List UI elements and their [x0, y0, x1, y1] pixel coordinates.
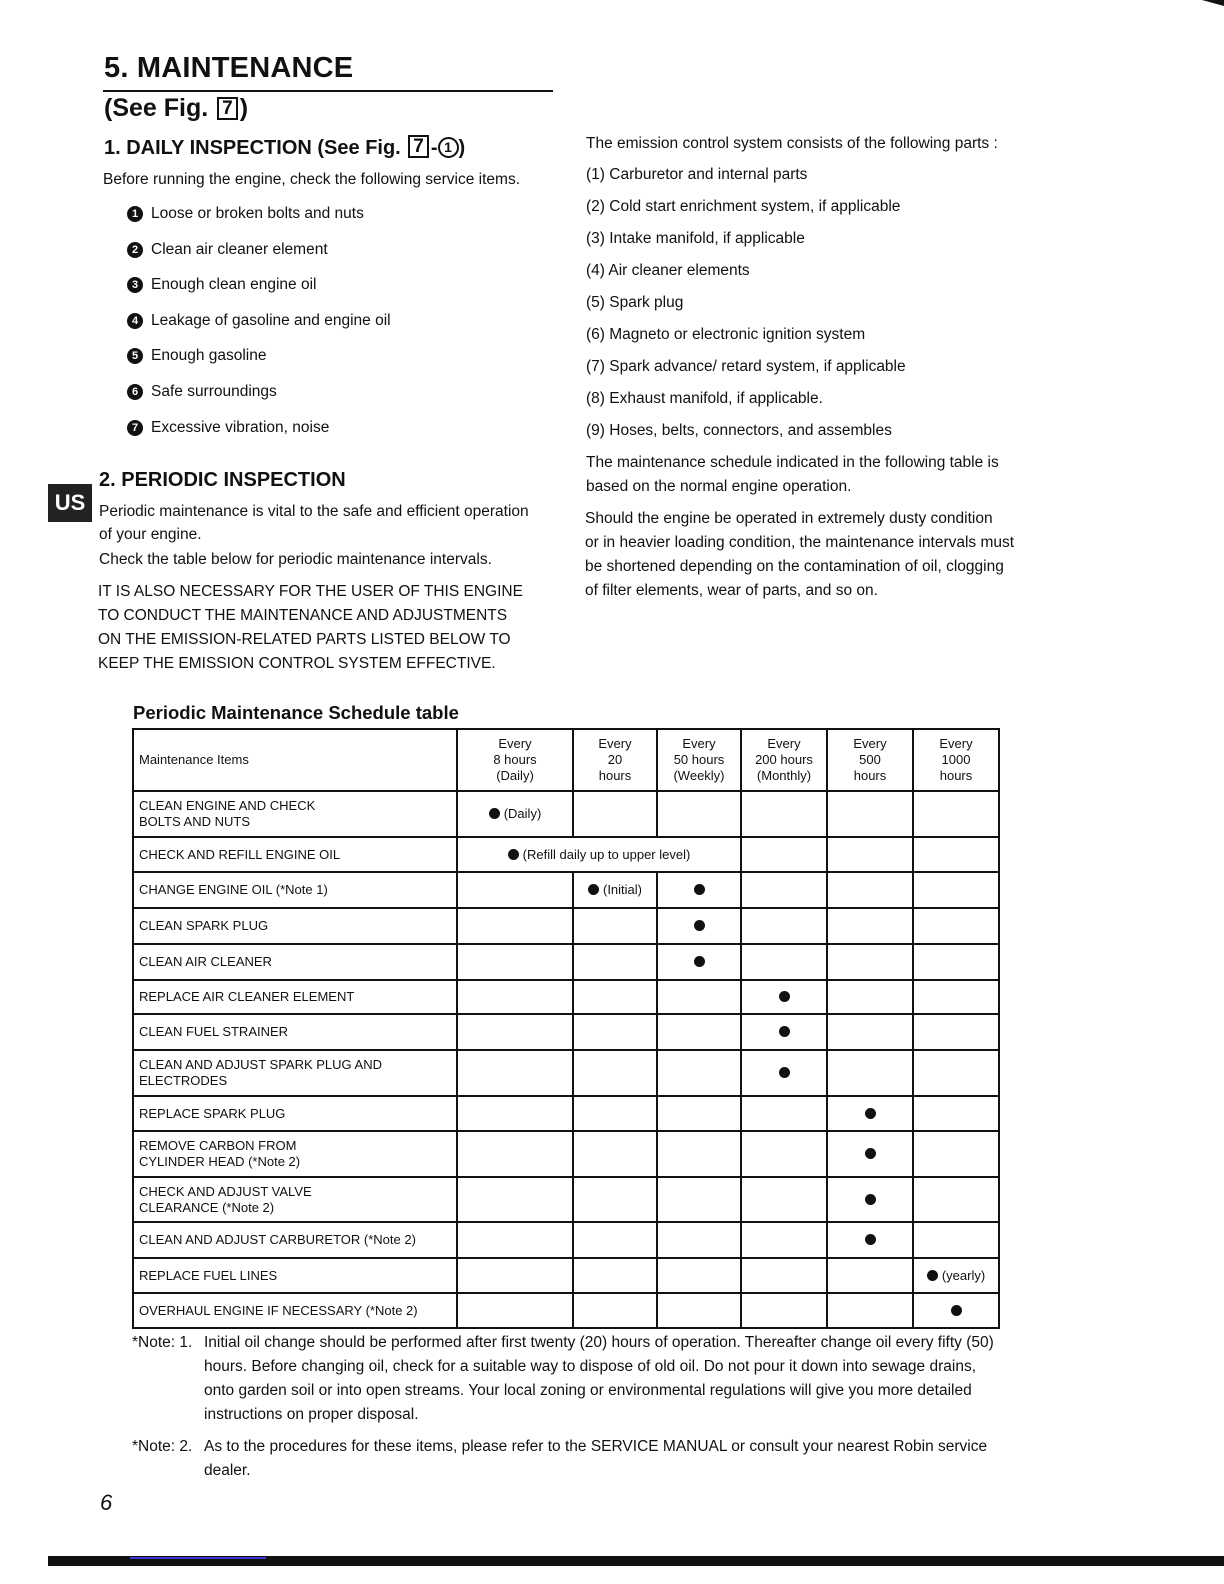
item-line: CLEAN AIR CLEANER [139, 954, 272, 969]
schedule-cell [913, 980, 999, 1014]
emission-requirement [98, 580, 523, 676]
schedule-cell [573, 908, 657, 944]
item-line: CLEAN FUEL STRAINER [139, 1024, 289, 1039]
schedule-cell [457, 791, 573, 837]
schedule-cell [657, 944, 741, 980]
footnote-2 [132, 1435, 1002, 1483]
schedule-cell [457, 1096, 573, 1131]
interval-column-header [913, 729, 999, 791]
schedule-dot-icon [865, 1194, 876, 1205]
schedule-dot-icon [489, 808, 500, 819]
footnote-1 [132, 1331, 1002, 1427]
daily-check-text: Loose or broken bolts and nuts [151, 205, 364, 222]
header-line: 200 hours [755, 752, 813, 767]
header-line: Every [853, 736, 887, 751]
schedule-note: (Initial) [602, 882, 642, 897]
schedule-cell [827, 791, 913, 837]
schedule-cell [573, 1293, 657, 1328]
schedule-cell [741, 944, 827, 980]
schedule-cell [827, 1177, 913, 1222]
table-row [133, 1050, 999, 1096]
emission-part-item: (6) Magneto or electronic ignition system [586, 326, 866, 343]
page-number: 6 [100, 1490, 113, 1515]
interval-column-header [457, 729, 573, 791]
figure-ref-box: 7 [217, 97, 238, 120]
schedule-cell [827, 837, 913, 872]
maintenance-item [133, 1014, 457, 1050]
schedule-cell [913, 944, 999, 980]
table-row [133, 1096, 999, 1131]
schedule-cell [657, 1293, 741, 1328]
daily-check-text: Clean air cleaner element [151, 240, 328, 258]
schedule-cell [573, 791, 657, 837]
table-row [133, 1293, 999, 1328]
daily-check-text: Enough clean engine oil [151, 276, 317, 294]
table-header-row [133, 729, 999, 791]
schedule-dot-icon [694, 920, 705, 931]
item-line: CLEARANCE (*Note 2) [139, 1199, 275, 1215]
schedule-cell [741, 872, 827, 908]
header-line: Every [498, 736, 532, 751]
maintenance-item [133, 837, 457, 872]
maintenance-item [133, 1096, 457, 1131]
table-row [133, 980, 999, 1014]
schedule-dot-icon [779, 1067, 790, 1078]
schedule-dot-icon [927, 1270, 938, 1281]
schedule-cell [913, 1131, 999, 1177]
item-line: CHECK AND REFILL ENGINE OIL [139, 846, 341, 862]
daily-heading-dash: - [430, 137, 438, 159]
schedule-cell [741, 1258, 827, 1293]
schedule-cell [827, 1131, 913, 1177]
daily-check-item [127, 276, 391, 312]
items-column-header: Maintenance Items [133, 729, 457, 791]
schedule-cell [457, 908, 573, 944]
daily-inspection-heading [104, 135, 465, 160]
title-rule [103, 90, 553, 92]
dusty-note-line: be shortened depending on the contamination of oil, clogging [585, 558, 1004, 575]
emission-part-item: (7) Spark advance/ retard system, if applicable [586, 358, 906, 375]
schedule-cell [741, 791, 827, 837]
schedule-cell [741, 1014, 827, 1050]
maintenance-item [133, 1050, 457, 1096]
schedule-cell [741, 1131, 827, 1177]
daily-check-text: Leakage of gasoline and engine oil [151, 311, 391, 329]
footnote-label: *Note: 2. [132, 1438, 193, 1455]
item-line: BOLTS AND NUTS [139, 814, 251, 829]
schedule-cell [913, 872, 999, 908]
schedule-note: (yearly) [941, 1267, 986, 1283]
schedule-cell [657, 791, 741, 837]
maintenance-item [133, 944, 457, 980]
schedule-cell [913, 791, 999, 837]
item-line: REPLACE SPARK PLUG [139, 1105, 286, 1121]
schedule-cell [827, 872, 913, 908]
item-line: CLEAN AND ADJUST CARBURETOR (*Note 2) [139, 1232, 416, 1247]
daily-figure-sub-circle: 1 [438, 137, 459, 158]
periodic-para1-line2: of your engine. [99, 526, 202, 543]
header-line: 50 hours [673, 752, 725, 767]
schedule-cell [741, 1096, 827, 1131]
emission-part-item: (9) Hoses, belts, connectors, and assembles [586, 422, 892, 439]
maintenance-item [133, 1258, 457, 1293]
daily-intro: Before running the engine, check the following service items. [103, 171, 521, 188]
subtitle-suffix: ) [239, 94, 249, 122]
schedule-cell [573, 1177, 657, 1222]
schedule-dot-icon [779, 991, 790, 1002]
header-line: 500 [859, 752, 881, 767]
schedule-cell [573, 980, 657, 1014]
schedule-cell [457, 1293, 573, 1328]
item-line: REPLACE AIR CLEANER ELEMENT [139, 989, 355, 1004]
schedule-cell [573, 1014, 657, 1050]
requirement-line: ON THE EMISSION-RELATED PARTS LISTED BELOW TO [98, 631, 511, 648]
schedule-cell [741, 908, 827, 944]
schedule-cell [457, 1131, 573, 1177]
schedule-cell [741, 1293, 827, 1328]
table-row [133, 1258, 999, 1293]
schedule-cell [573, 1258, 657, 1293]
page-subtitle [104, 94, 248, 123]
schedule-dot-icon [508, 849, 519, 860]
footnote-text: As to the procedures for these items, please refer to the SERVICE MANUAL or consult your nearest Robin service dealer. [204, 1438, 988, 1479]
daily-check-item [127, 419, 391, 455]
schedule-cell [827, 1222, 913, 1258]
language-tab-us: US [48, 484, 92, 522]
daily-check-text: Enough gasoline [151, 347, 267, 365]
schedule-note-line: based on the normal engine operation. [586, 478, 852, 495]
page-title: 5. MAINTENANCE [104, 52, 354, 84]
schedule-cell [573, 872, 657, 908]
schedule-cell [657, 1014, 741, 1050]
number-badge-icon: 5 [127, 348, 143, 364]
schedule-cell [741, 980, 827, 1014]
item-line: ELECTRODES [139, 1073, 228, 1088]
schedule-cell [573, 1096, 657, 1131]
header-line: Every [939, 736, 973, 751]
periodic-para2: Check the table below for periodic maintenance intervals. [99, 551, 492, 568]
schedule-cell [573, 1131, 657, 1177]
requirement-line: TO CONDUCT THE MAINTENANCE AND ADJUSTMENTS [98, 607, 508, 624]
table-row [133, 1177, 999, 1222]
schedule-cell [741, 1050, 827, 1096]
schedule-dot-icon [779, 1026, 790, 1037]
schedule-cell [913, 1177, 999, 1222]
schedule-cell [573, 1050, 657, 1096]
daily-check-item [127, 347, 391, 383]
table-row [133, 908, 999, 944]
schedule-cell [913, 1258, 999, 1293]
dusty-condition-note [585, 507, 1014, 603]
header-line: hours [939, 768, 973, 783]
schedule-dot-icon [865, 1148, 876, 1159]
schedule-cell [457, 1177, 573, 1222]
periodic-inspection-heading: 2. PERIODIC INSPECTION [99, 469, 346, 491]
schedule-cell [827, 980, 913, 1014]
item-line: REMOVE CARBON FROM [139, 1138, 297, 1153]
emission-intro: The emission control system consists of the following parts : [586, 135, 998, 152]
dusty-note-line: Should the engine be operated in extremely dusty condition [585, 510, 993, 527]
subtitle-prefix: (See Fig. [104, 94, 216, 122]
header-line: hours [598, 768, 632, 783]
periodic-para1-line1: Periodic maintenance is vital to the safe and efficient operation [99, 503, 529, 520]
schedule-table-title: Periodic Maintenance Schedule table [133, 702, 459, 723]
schedule-cell [457, 837, 741, 872]
header-line: (Weekly) [673, 768, 725, 783]
maintenance-item [133, 1222, 457, 1258]
schedule-cell [657, 908, 741, 944]
item-line: CYLINDER HEAD (*Note 2) [139, 1154, 301, 1169]
number-badge-icon: 2 [127, 242, 143, 258]
schedule-cell [913, 1222, 999, 1258]
schedule-cell [827, 1293, 913, 1328]
header-line: (Monthly) [756, 768, 812, 783]
dusty-note-line: of filter elements, wear of parts, and so on. [585, 582, 878, 599]
item-line: CLEAN ENGINE AND CHECK [139, 798, 316, 813]
schedule-cell [457, 1050, 573, 1096]
schedule-cell [457, 944, 573, 980]
schedule-dot-icon [588, 884, 599, 895]
schedule-cell [913, 1096, 999, 1131]
maintenance-item [133, 980, 457, 1014]
maintenance-item [133, 1177, 457, 1222]
emission-part-item: (2) Cold start enrichment system, if applicable [586, 198, 901, 215]
schedule-cell [657, 980, 741, 1014]
header-line: 1000 [941, 752, 971, 767]
maintenance-item [133, 908, 457, 944]
schedule-dot-icon [694, 956, 705, 967]
interval-column-header [827, 729, 913, 791]
number-badge-icon: 4 [127, 313, 143, 329]
schedule-dot-icon [865, 1108, 876, 1119]
header-line: 8 hours [493, 752, 537, 767]
corner-mark [1202, 0, 1224, 6]
table-row [133, 1222, 999, 1258]
interval-column-header [741, 729, 827, 791]
schedule-cell [457, 1222, 573, 1258]
emission-part-item: (5) Spark plug [586, 294, 684, 311]
number-badge-icon: 3 [127, 277, 143, 293]
emission-part-item: (3) Intake manifold, if applicable [586, 230, 805, 247]
schedule-cell [913, 1293, 999, 1328]
number-badge-icon: 1 [127, 206, 143, 222]
schedule-dot-icon [694, 884, 705, 895]
bottom-bar-accent [130, 1557, 266, 1559]
schedule-note [586, 451, 999, 499]
dusty-note-line: or in heavier loading condition, the maintenance intervals must [585, 534, 1015, 551]
schedule-cell [457, 872, 573, 908]
schedule-cell [827, 1014, 913, 1050]
daily-check-text: Safe surroundings [151, 382, 277, 400]
schedule-cell [827, 1096, 913, 1131]
daily-check-item [127, 241, 391, 277]
interval-column-header [573, 729, 657, 791]
schedule-cell [657, 1096, 741, 1131]
daily-figure-ref-box: 7 [408, 135, 429, 158]
interval-column-header [657, 729, 741, 791]
emission-parts-list [586, 165, 906, 453]
schedule-cell [573, 1222, 657, 1258]
schedule-note: (Refill daily up to upper level) [522, 846, 691, 862]
schedule-cell [457, 1014, 573, 1050]
schedule-cell [741, 1177, 827, 1222]
item-line: CLEAN SPARK PLUG [139, 918, 269, 933]
item-line: CHANGE ENGINE OIL (*Note 1) [139, 882, 328, 897]
emission-part-item: (8) Exhaust manifold, if applicable. [586, 390, 823, 407]
daily-heading-suffix: ) [458, 137, 466, 159]
daily-check-text: Excessive vibration, noise [151, 418, 330, 436]
maintenance-schedule-table [132, 728, 1000, 1329]
schedule-cell [913, 908, 999, 944]
emission-part-item: (4) Air cleaner elements [586, 262, 750, 279]
requirement-line: KEEP THE EMISSION CONTROL SYSTEM EFFECTIVE. [98, 655, 496, 672]
schedule-note: (Daily) [503, 806, 542, 821]
header-line: Every [682, 736, 716, 751]
schedule-cell [827, 1050, 913, 1096]
maintenance-item [133, 872, 457, 908]
table-row [133, 944, 999, 980]
daily-heading-text: 1. DAILY INSPECTION (See Fig. [104, 137, 407, 159]
emission-part-item: (1) Carburetor and internal parts [586, 166, 808, 183]
header-line: (Daily) [496, 768, 534, 783]
schedule-cell [827, 944, 913, 980]
schedule-dot-icon [865, 1234, 876, 1245]
schedule-cell [573, 944, 657, 980]
item-line: REPLACE FUEL LINES [139, 1267, 278, 1283]
number-badge-icon: 7 [127, 420, 143, 436]
table-row [133, 791, 999, 837]
table-row [133, 837, 999, 872]
header-line: 20 [607, 752, 623, 767]
schedule-cell [827, 908, 913, 944]
header-line: Every [598, 736, 632, 751]
schedule-cell [657, 1131, 741, 1177]
item-line: CHECK AND ADJUST VALVE [139, 1183, 312, 1199]
requirement-line: IT IS ALSO NECESSARY FOR THE USER OF THIS ENGINE [98, 583, 523, 600]
schedule-cell [657, 1050, 741, 1096]
maintenance-item [133, 1293, 457, 1328]
schedule-note-line: The maintenance schedule indicated in the following table is [586, 454, 999, 471]
header-line: hours [853, 768, 887, 783]
daily-checklist [127, 205, 391, 454]
schedule-cell [457, 1258, 573, 1293]
schedule-cell [913, 1014, 999, 1050]
daily-check-item [127, 205, 391, 241]
item-line: OVERHAUL ENGINE IF NECESSARY (*Note 2) [139, 1302, 418, 1318]
footnote-text: Initial oil change should be performed after first twenty (20) hours of operation. Thereafter change oil every fifty (50) hours. Before changing oil, check for a suitable way to dispose of old oil. Do not pour it down into sewage drains, onto garden soil or into open streams. Your local zoning or environmental regulations will give you more detailed instructions on proper disposal. [204, 1334, 994, 1423]
number-badge-icon: 6 [127, 384, 143, 400]
table-row [133, 872, 999, 908]
schedule-dot-icon [951, 1305, 962, 1316]
schedule-cell [741, 1222, 827, 1258]
daily-check-item [127, 383, 391, 419]
schedule-cell [913, 1050, 999, 1096]
schedule-cell [457, 980, 573, 1014]
header-line: Every [767, 736, 801, 751]
schedule-cell [741, 837, 827, 872]
schedule-cell [657, 1222, 741, 1258]
maintenance-item [133, 1131, 457, 1177]
schedule-cell [913, 837, 999, 872]
daily-check-item [127, 312, 391, 348]
schedule-cell [657, 1258, 741, 1293]
schedule-cell [827, 1258, 913, 1293]
item-line: CLEAN AND ADJUST SPARK PLUG AND [139, 1057, 382, 1072]
table-row [133, 1014, 999, 1050]
schedule-cell [657, 872, 741, 908]
maintenance-item [133, 791, 457, 837]
footnote-label: *Note: 1. [132, 1334, 193, 1351]
table-row [133, 1131, 999, 1177]
schedule-cell [657, 1177, 741, 1222]
